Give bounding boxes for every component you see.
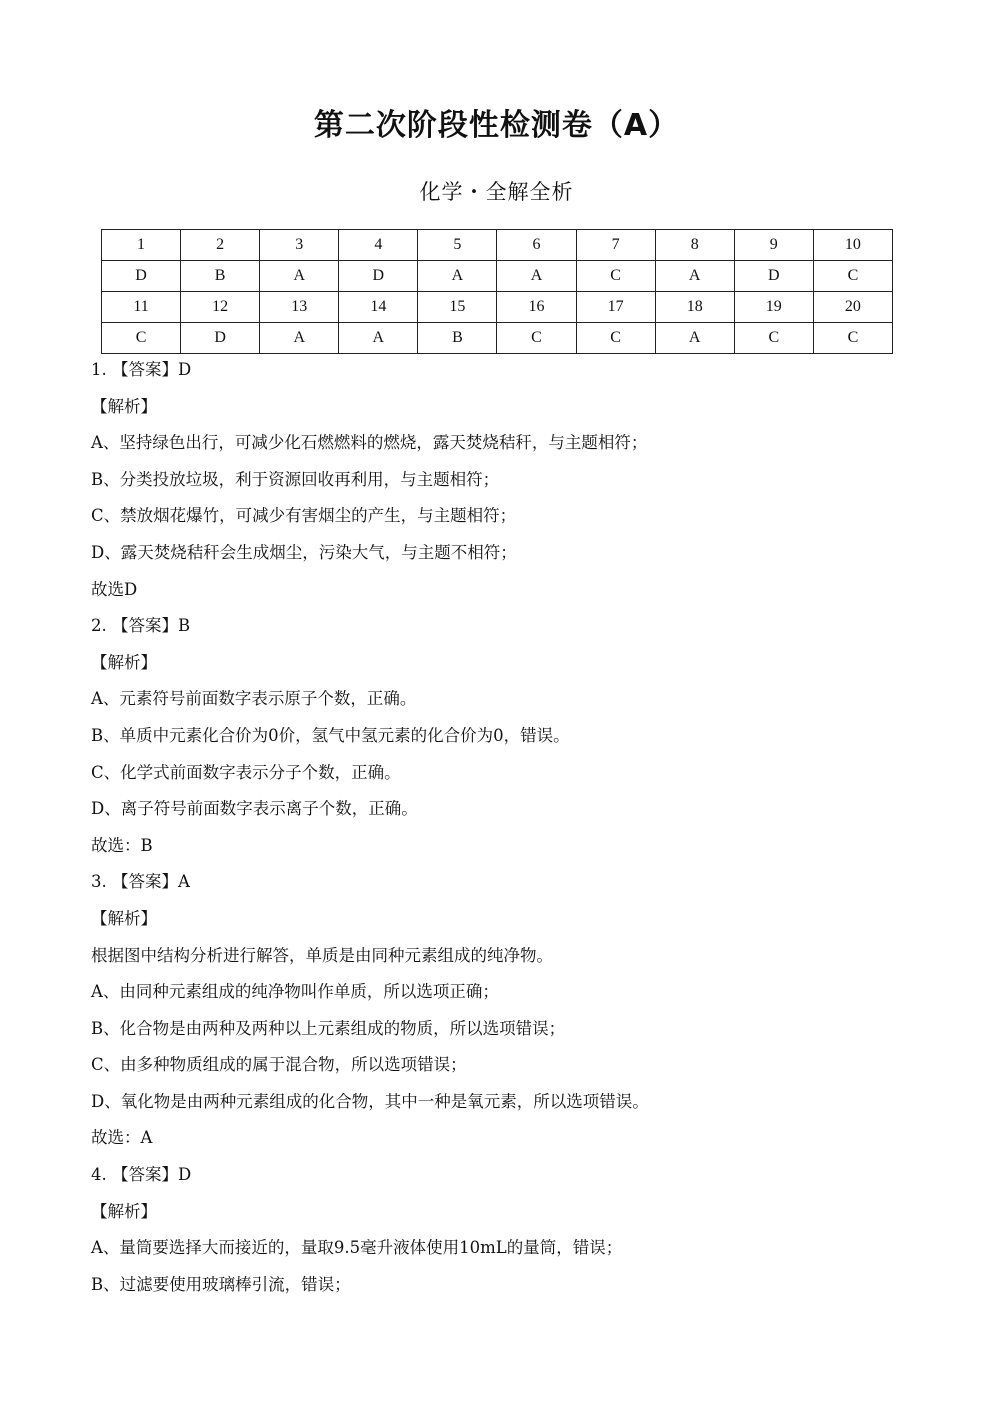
text-line: 【解析】 <box>91 652 157 672</box>
text-line: A、元素符号前面数字表示原子个数，正确。 <box>91 689 417 709</box>
question-number-row <box>102 292 893 323</box>
question-number-cell: 1 <box>102 230 181 261</box>
text-line: 2. 【答案】B <box>91 616 191 636</box>
answer-cell: A <box>418 261 497 292</box>
question-number-cell: 10 <box>813 230 892 261</box>
text-line: 【解析】 <box>91 396 157 416</box>
question-number-cell: 5 <box>418 230 497 261</box>
text-line: D、离子符号前面数字表示离子个数，正确。 <box>91 799 418 819</box>
question-number-cell: 9 <box>734 230 813 261</box>
text-line: 故选D <box>91 579 138 599</box>
answer-cell: A <box>260 323 339 354</box>
page-subtitle: 化学・全解全析 <box>419 180 574 204</box>
answer-cell: C <box>734 323 813 354</box>
text-line: D、氧化物是由两种元素组成的化合物，其中一种是氧元素，所以选项错误。 <box>91 1091 649 1111</box>
answer-cell: B <box>181 261 260 292</box>
text-line: 【解析】 <box>91 1201 157 1221</box>
question-number-cell: 20 <box>813 292 892 323</box>
question-number-cell: 17 <box>576 292 655 323</box>
text-line: 【解析】 <box>91 908 157 928</box>
text-line: D、露天焚烧秸秆会生成烟尘，污染大气，与主题不相符； <box>91 542 517 562</box>
answer-cell: D <box>734 261 813 292</box>
text-line: 3. 【答案】A <box>91 872 190 892</box>
text-line: B、化合物是由两种及两种以上元素组成的物质，所以选项错误； <box>91 1018 566 1038</box>
text-line: 1. 【答案】D <box>91 360 192 379</box>
answer-row <box>102 261 893 292</box>
question-number-cell: 11 <box>102 292 181 323</box>
answer-cell: A <box>260 261 339 292</box>
answer-cell: C <box>813 323 892 354</box>
answer-cell: C <box>813 261 892 292</box>
answer-row <box>102 323 893 354</box>
answer-cell: C <box>576 261 655 292</box>
text-line: B、分类投放垃圾，利于资源回收再利用，与主题相符； <box>91 469 500 489</box>
answer-cell: D <box>102 261 181 292</box>
text-line: C、禁放烟花爆竹，可减少有害烟尘的产生，与主题相符； <box>91 506 517 526</box>
question-number-cell: 8 <box>655 230 734 261</box>
text-line: A、坚持绿色出行，可减少化石燃燃料的燃烧，露天焚烧秸秆，与主题相符； <box>91 433 648 453</box>
question-number-cell: 14 <box>339 292 418 323</box>
text-line: B、过滤要使用玻璃棒引流，错误； <box>91 1274 351 1294</box>
question-number-cell: 16 <box>497 292 576 323</box>
question-number-cell: 19 <box>734 292 813 323</box>
answer-cell: B <box>418 323 497 354</box>
answer-cell: A <box>655 261 734 292</box>
answer-cell: D <box>181 323 260 354</box>
question-number-cell: 2 <box>181 230 260 261</box>
text-line: 4. 【答案】D <box>91 1165 192 1185</box>
question-number-cell: 18 <box>655 292 734 323</box>
text-line: A、量筒要选择大而接近的，量取9.5毫升液体使用10mL的量筒，错误； <box>91 1238 623 1258</box>
text-line: B、单质中元素化合价为0价，氢气中氢元素的化合价为0，错误。 <box>91 725 570 745</box>
question-number-cell: 7 <box>576 230 655 261</box>
answer-cell: C <box>497 323 576 354</box>
text-line: 根据图中结构分析进行解答，单质是由同种元素组成的纯净物。 <box>91 945 553 965</box>
page-title: 第二次阶段性检测卷（A） <box>313 108 680 143</box>
text-line: C、化学式前面数字表示分子个数，正确。 <box>91 762 401 782</box>
answer-cell: A <box>497 261 576 292</box>
explanation-content <box>91 352 911 1303</box>
answer-cell: D <box>339 261 418 292</box>
text-line: A、由同种元素组成的纯净物叫作单质，所以选项正确； <box>91 982 499 1002</box>
text-line: 故选：B <box>91 835 153 855</box>
question-number-cell: 4 <box>339 230 418 261</box>
question-number-cell: 6 <box>497 230 576 261</box>
answer-key-table <box>101 229 893 354</box>
answer-cell: C <box>576 323 655 354</box>
question-number-cell: 13 <box>260 292 339 323</box>
question-number-cell: 3 <box>260 230 339 261</box>
question-number-cell: 12 <box>181 292 260 323</box>
question-number-cell: 15 <box>418 292 497 323</box>
text-line: 故选：A <box>91 1128 153 1148</box>
text-line: C、由多种物质组成的属于混合物，所以选项错误； <box>91 1055 467 1075</box>
answer-cell: C <box>102 323 181 354</box>
question-number-row <box>102 230 893 261</box>
answer-cell: A <box>655 323 734 354</box>
answer-cell: A <box>339 323 418 354</box>
